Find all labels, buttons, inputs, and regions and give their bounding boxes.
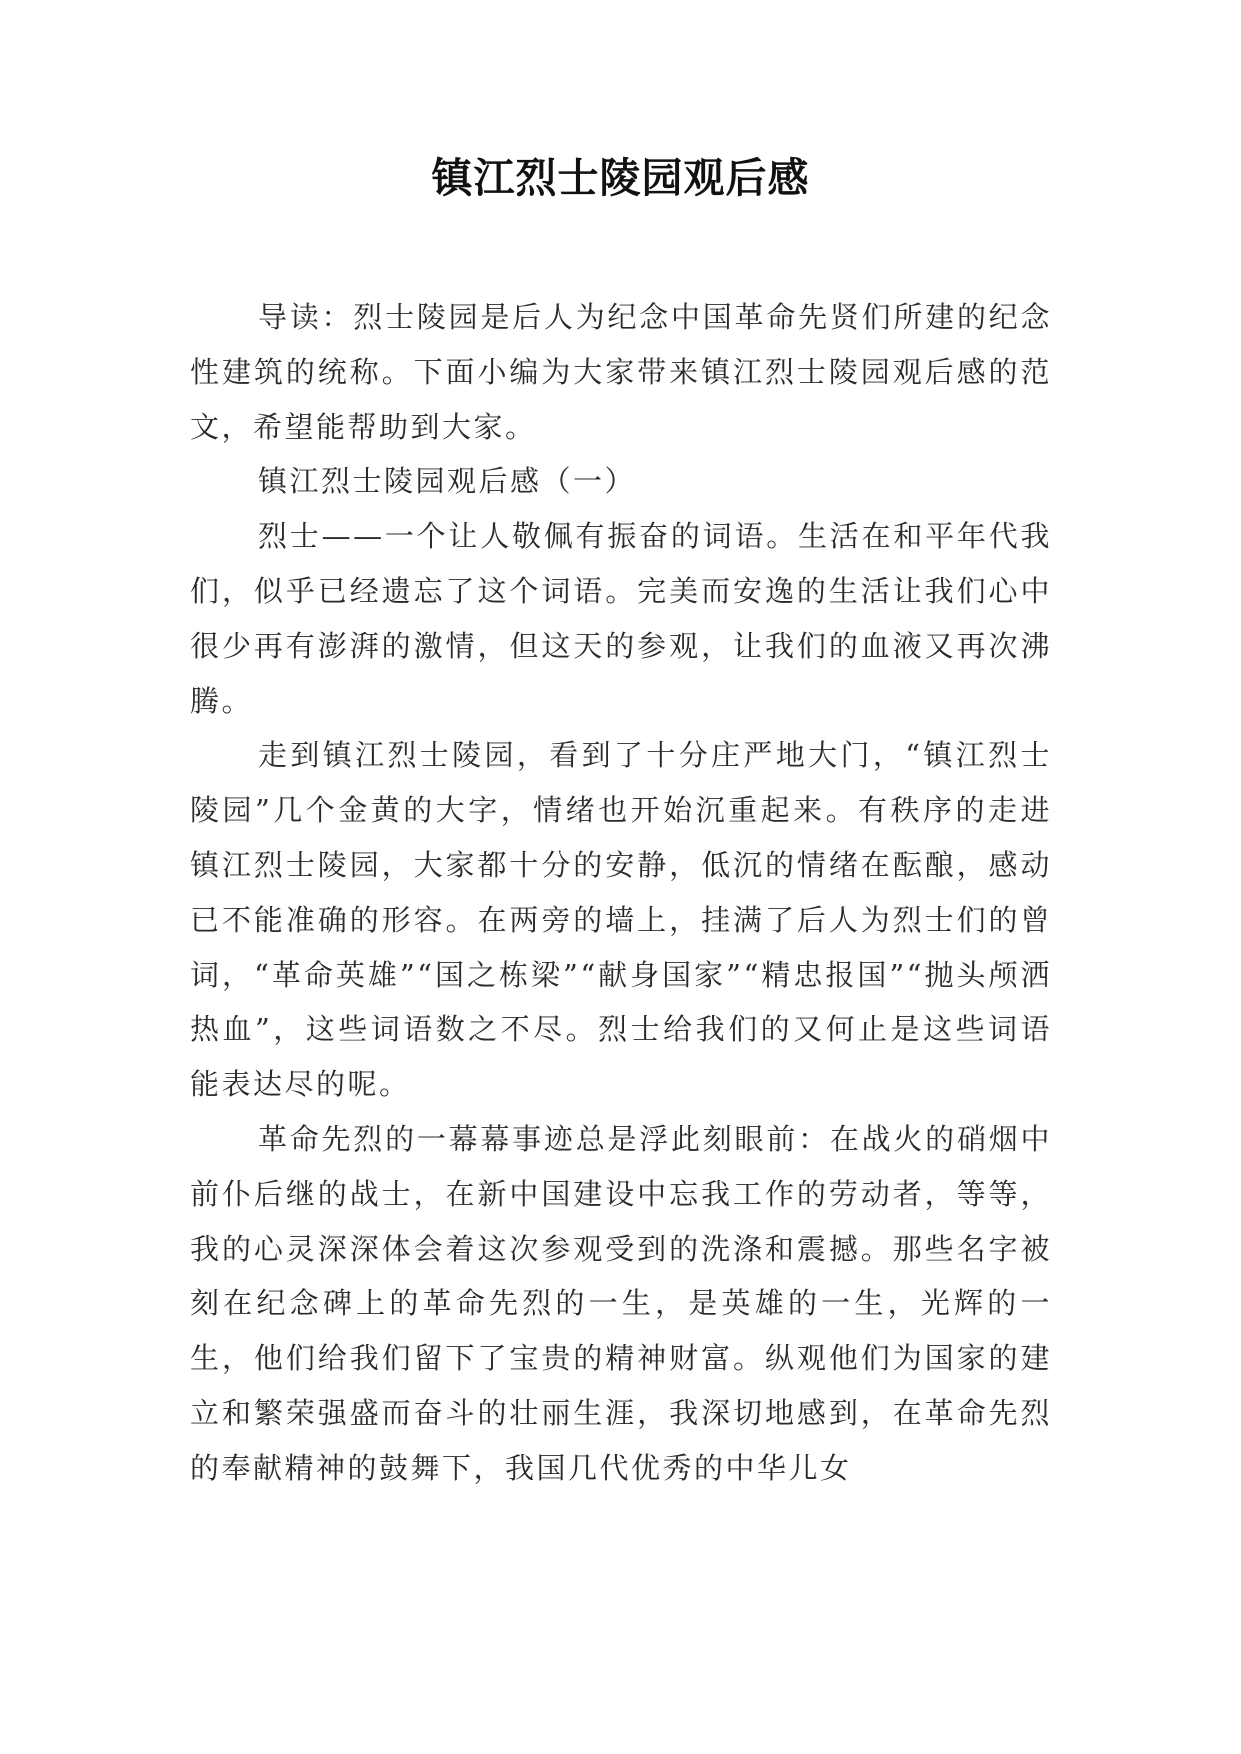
document-body [190, 290, 1052, 1496]
body-paragraph: 走到镇江烈士陵园，看到了十分庄严地大门，“镇江烈士陵园”几个金黄的大字，情绪也开始沉重起来。有秩序的走进镇江烈士陵园，大家都十分的安静，低沉的情绪在酝酿，感动已不能准确的形容。在两旁的墙上，挂满了后人为烈士们的曾词，“革命英雄”“国之栋梁”“献身国家”“精忠报国”“抛头颅洒热血”，这些词语数之不尽。烈士给我们的又何止是这些词语能表达尽的呢。 [190, 738, 1052, 1102]
body-paragraph: 烈士——一个让人敬佩有振奋的词语。生活在和平年代我们，似乎已经遗忘了这个词语。完美而安逸的生活让我们心中很少再有澎湃的激情，但这天的参观，让我们的血液又再次沸腾。 [190, 519, 1052, 718]
intro-paragraph: 导读：烈士陵园是后人为纪念中国革命先贤们所建的纪念性建筑的统称。下面小编为大家带来镇江烈士陵园观后感的范文，希望能帮助到大家。 [190, 300, 1052, 444]
section-heading: 镇江烈士陵园观后感（一） [258, 464, 637, 499]
body-paragraph: 革命先烈的一幕幕事迹总是浮此刻眼前：在战火的硝烟中前仆后继的战士，在新中国建设中忘我工作的劳动者，等等，我的心灵深深体会着这次参观受到的洗涤和震撼。那些名字被刻在纪念碑上的革命先烈的一生，是英雄的一生，光辉的一生，他们给我们留下了宝贵的精神财富。纵观他们为国家的建立和繁荣强盛而奋斗的壮丽生涯，我深切地感到，在革命先烈的奉献精神的鼓舞下，我国几代优秀的中华儿女 [190, 1121, 1052, 1485]
document-title: 镇江烈士陵园观后感 [431, 154, 810, 202]
